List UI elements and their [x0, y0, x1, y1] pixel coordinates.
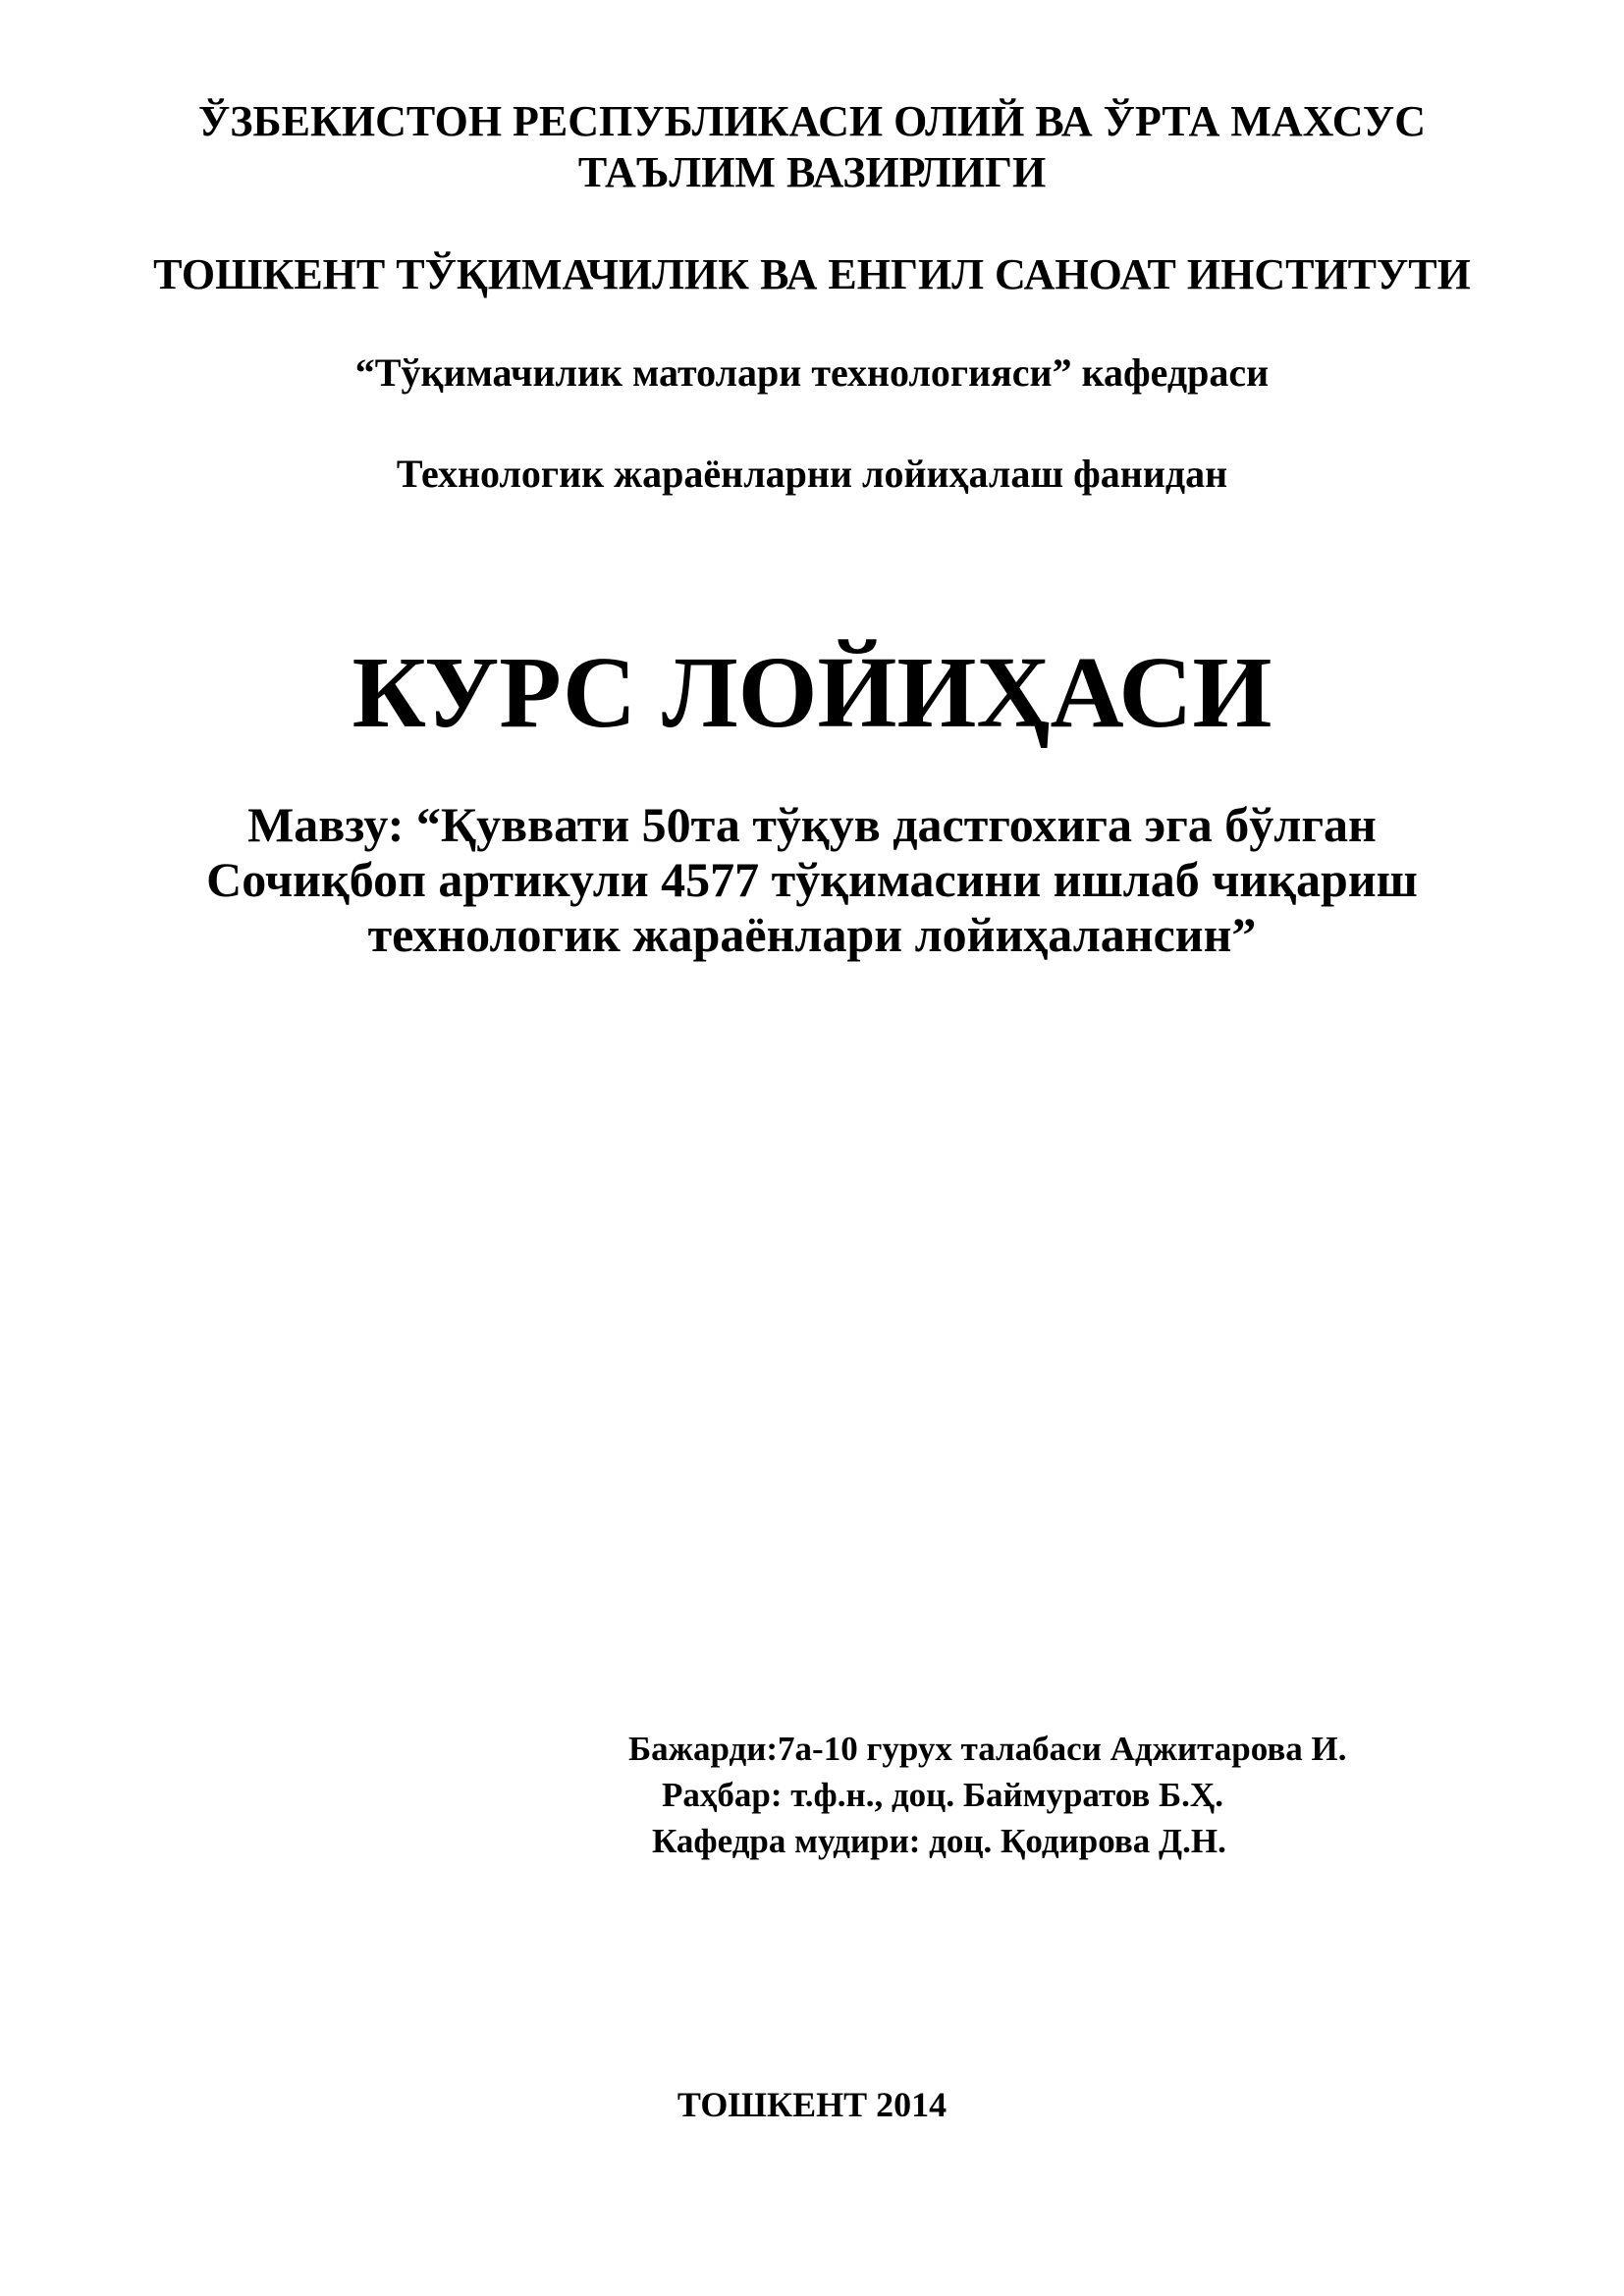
- ministry-heading: [0, 96, 1624, 198]
- supervisor: Раҳбар: т.ф.н., доц. Баймуратов Б.Ҳ.: [662, 1776, 1223, 1814]
- credits-block: [628, 1726, 1346, 1864]
- department-name: “Тўқимачилик матолари технологияси” кафедраси: [354, 350, 1270, 395]
- head-of-department: Кафедра мудири: доц. Қодирова Д.Н.: [652, 1822, 1226, 1860]
- ministry-line-1: ЎЗБЕКИСТОН РЕСПУБЛИКАСИ ОЛИЙ ВА ЎРТА МАХСУС: [197, 97, 1426, 145]
- performed-by: Бажарди:7а-10 гурух талабаси Аджитарова И.: [628, 1730, 1347, 1768]
- topic-line-1: Мавзу: “Қуввати 50та тўқув дастгохига эга бўлган: [247, 797, 1377, 852]
- document-title: КУРС ЛОЙИҲАСИ: [352, 636, 1272, 749]
- topic-block: [0, 797, 1624, 962]
- subject-name: Технологик жараёнларни лойиҳалаш фанидан: [396, 452, 1228, 496]
- topic-line-2: Сочиқбоп артикули 4577 тўқимасини ишлаб чиқариш: [206, 852, 1418, 907]
- city-year: ТОШКЕНТ 2014: [677, 2085, 947, 2124]
- ministry-line-2: ТАЪЛИМ ВАЗИРЛИГИ: [577, 148, 1047, 196]
- institute-name: ТОШКЕНТ ТЎҚИМАЧИЛИК ВА ЕНГИЛ САНОАТ ИНСТИТУТИ: [153, 250, 1471, 298]
- topic-line-3: технологик жараёнлари лойиҳалансин”: [367, 907, 1257, 962]
